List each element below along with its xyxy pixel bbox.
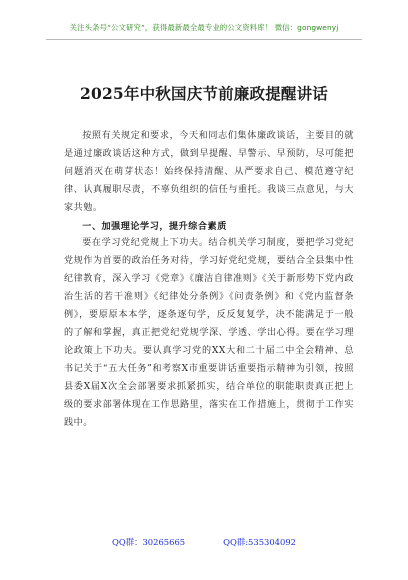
header-divider <box>46 39 362 40</box>
document-body <box>64 128 354 432</box>
footer-qq-group-2: QQ群:535304092 <box>223 537 296 547</box>
footer-contacts <box>0 536 408 548</box>
document-title: 2025年中秋国庆节前廉政提醒讲话 <box>79 84 329 103</box>
section-paragraph: 要在学习党纪党规上下功夫。结合机关学习制度，要把学习党纪党规作为首要的政治任务对待，学习好党纪党规，要结合全县集中性纪律教育，深入学习《党章》《廉洁自律准则》《关于新形势下党内政治生活的若干准则》《纪律处分条例》《问责条例》和《党内监督条例》，要原原本本学，逐条逐句学，反反复复学，决不能满足于一般的了解和掌握，真正把党纪党规学深、学透、学出心得。要在学习理论政策上下功夫。要认真学习党的XX大和二十届二中全会精神、总书记关于“五大任务”和考察X市重要讲话重要指示精神为引领，按照县委X届X次全会部署要求抓紧抓实，结合单位的职能职责真正把上级的要求部署体现在工作思路里，落实在工作措施上，贯彻于工作实践中。 <box>64 238 354 428</box>
footer-qq-group-1: QQ群：30265665 <box>112 537 186 547</box>
section-heading: 一、加强理论学习，提升综合素质 <box>82 220 227 232</box>
intro-paragraph: 按照有关规定和要求，今天和同志们集体廉政谈话，主要目的就是通过廉政谈话这种方式，做到早提醒、早警示、早预防，尽可能把问题消灭在萌芽状态！始终保持清醒、从严要求自己、模范遵守纪律、认真履职尽责，不辜负组织的信任与重托。我谈三点意见，与大家共勉。 <box>64 131 354 213</box>
header-note: 关注头条号“公文研究”，获得最新最全最专业的公文资料库！ 微信：gongwenyj <box>69 23 339 32</box>
